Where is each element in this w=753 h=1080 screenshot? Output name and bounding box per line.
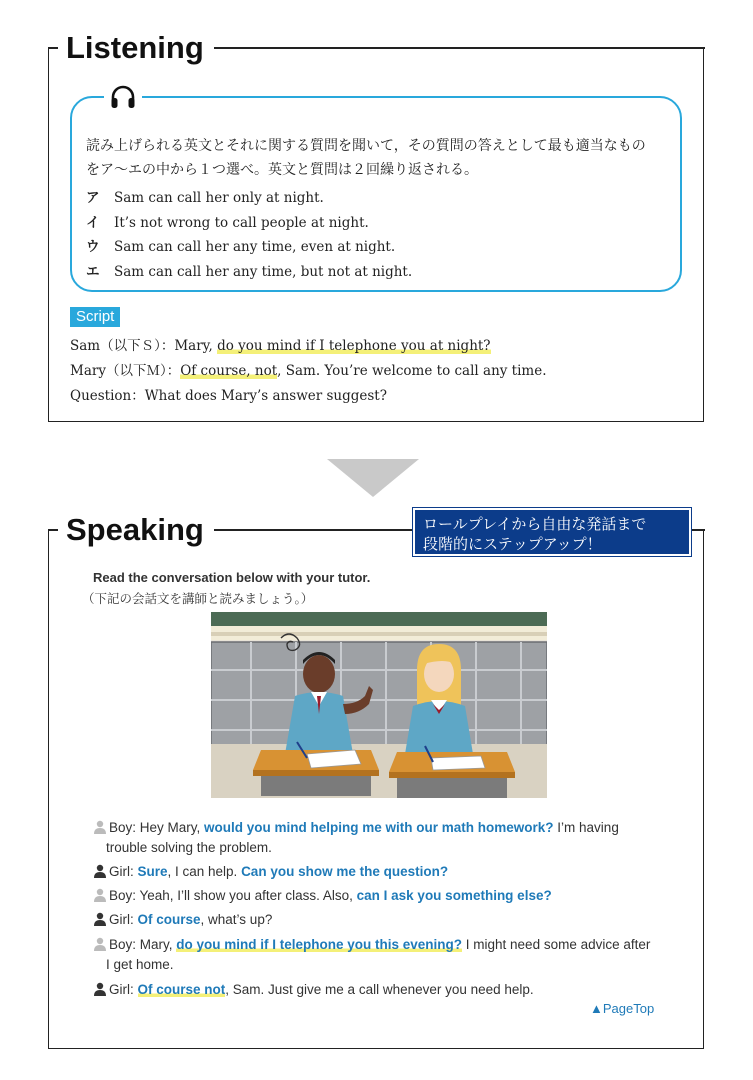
script-line-1 bbox=[70, 334, 491, 354]
choice-u bbox=[86, 235, 395, 255]
script-speaker: Sam（以下Ｓ）：Mary, bbox=[70, 338, 218, 354]
choice-i bbox=[86, 211, 369, 231]
dialog-line-1 bbox=[93, 818, 678, 858]
dialog-text: , I can help. bbox=[167, 864, 242, 879]
script-speaker: Mary（以下Ｍ）： bbox=[70, 363, 181, 379]
script-badge: Script bbox=[70, 307, 120, 327]
choice-label: イ bbox=[86, 215, 100, 231]
down-arrow-icon bbox=[327, 459, 419, 497]
question-text bbox=[86, 134, 672, 182]
dialog-line-6 bbox=[93, 980, 678, 1000]
headphones-icon bbox=[104, 80, 142, 114]
dialog-text: , Sam. Just give me a call whenever you need help. bbox=[225, 982, 534, 997]
dialog-text: , what’s up? bbox=[200, 912, 273, 927]
dialog-text: Boy: Hey Mary, bbox=[109, 820, 205, 835]
choice-text: It’s not wrong to call people at night. bbox=[114, 215, 369, 231]
choice-label: エ bbox=[86, 264, 100, 280]
dialog-text: Girl: bbox=[109, 982, 138, 997]
instruction-ja: （下記の会話文を講師と読みましょう。） bbox=[82, 591, 314, 606]
dialog-text: Girl: bbox=[109, 912, 138, 927]
dialog-key-phrase: would you mind helping me with our math homework? bbox=[204, 820, 554, 835]
dialog-text: I get home. bbox=[106, 957, 174, 972]
dialog-key-phrase-highlight: do you mind if I telephone you this evening? bbox=[176, 937, 463, 952]
dialog-key-phrase: Sure bbox=[137, 864, 168, 879]
question-line-2: をア～エの中から１つ選べ。英文と質問は２回繰り返される。 bbox=[86, 162, 478, 178]
dialog-text: I’m having bbox=[553, 820, 619, 835]
dialog-text: trouble solving the problem. bbox=[106, 840, 272, 855]
girl-person-icon bbox=[93, 912, 107, 926]
dialog-text: Boy: Yeah, I’ll show you after class. Also, bbox=[109, 888, 357, 903]
page-top-link[interactable]: ▲PageTop bbox=[590, 1001, 655, 1016]
choice-a bbox=[86, 186, 324, 206]
script-highlight: do you mind if I telephone you at night? bbox=[217, 338, 491, 354]
script-line-2 bbox=[70, 359, 547, 379]
dialog-text: Girl: bbox=[109, 864, 138, 879]
frame-top-right bbox=[214, 47, 705, 49]
speaking-title: Speaking bbox=[58, 514, 214, 545]
dialog-line-2 bbox=[93, 862, 678, 882]
script-highlight: Of course, not bbox=[180, 363, 278, 379]
instruction-en: Read the conversation below with your tutor. bbox=[93, 570, 371, 585]
listening-title: Listening bbox=[58, 32, 214, 63]
choice-e bbox=[86, 260, 412, 280]
dialog-line-3 bbox=[93, 886, 678, 906]
script-line-3: Question：What does Mary’s answer suggest? bbox=[70, 388, 387, 404]
dialog-key-phrase: Can you show me the question? bbox=[241, 864, 449, 879]
girl-person-icon bbox=[93, 982, 107, 996]
question-line-1: 読み上げられる英文とそれに関する質問を聞いて，その質問の答えとして最も適当なもの bbox=[86, 138, 646, 154]
dialog-key-phrase-highlight: Of course not bbox=[137, 982, 226, 997]
dialog-line-4 bbox=[93, 910, 678, 930]
boy-person-icon bbox=[93, 888, 107, 902]
callout-line-1: ロールプレイから自由な発話まで bbox=[423, 515, 647, 533]
girl-person-icon bbox=[93, 864, 107, 878]
choice-text: Sam can call her any time, even at night. bbox=[114, 239, 396, 255]
dialog-line-5 bbox=[93, 935, 678, 975]
choice-label: ア bbox=[86, 190, 100, 206]
dialog-key-phrase: can I ask you something else? bbox=[356, 888, 552, 903]
callout-badge bbox=[413, 508, 691, 556]
boy-person-icon bbox=[93, 820, 107, 834]
classroom-illustration bbox=[211, 612, 547, 798]
choice-label: ウ bbox=[86, 239, 100, 255]
boy-person-icon bbox=[93, 937, 107, 951]
dialog-text: I might need some advice after bbox=[462, 937, 651, 952]
script-rest: , Sam. You’re welcome to call any time. bbox=[277, 363, 547, 379]
choice-text: Sam can call her only at night. bbox=[114, 190, 324, 206]
callout-line-2: 段階的にステップアップ！ bbox=[423, 535, 602, 553]
dialog-key-phrase: Of course bbox=[137, 912, 201, 927]
dialog-text: Boy: Mary, bbox=[109, 937, 177, 952]
choice-text: Sam can call her any time, but not at night. bbox=[114, 264, 413, 280]
